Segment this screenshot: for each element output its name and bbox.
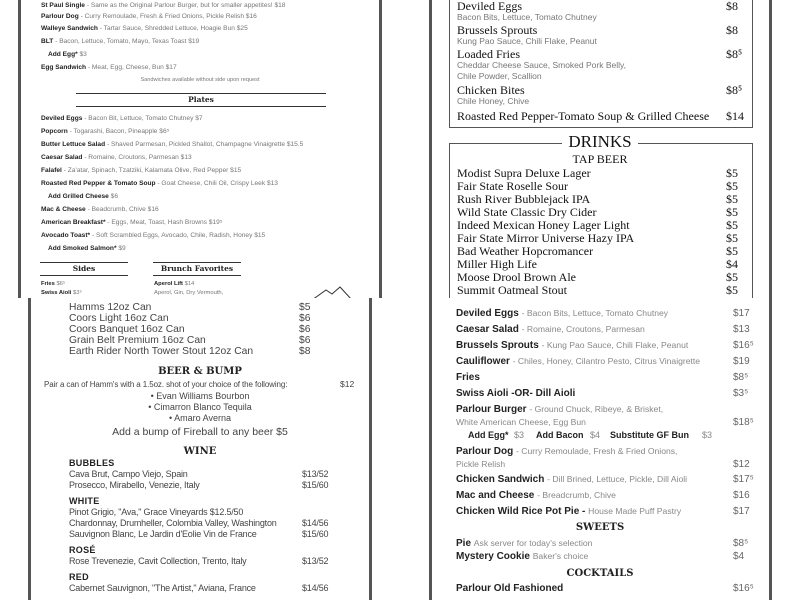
item-price: $13 bbox=[733, 324, 750, 335]
menu-item bbox=[456, 355, 700, 368]
menu-border bbox=[379, 0, 382, 298]
menu-item bbox=[456, 371, 480, 384]
beer-price: $5 bbox=[726, 244, 738, 258]
bump-desc: Pair a can of Hamm's with a 1.5oz. shot of your choice of the following: bbox=[44, 380, 288, 389]
bump-price: $12 bbox=[340, 379, 355, 389]
item-name: Add Smoked Salmon* bbox=[48, 245, 117, 252]
can-price: $6 bbox=[299, 313, 311, 324]
menu-item bbox=[456, 307, 668, 320]
item-name: Swiss Aioli -OR- Dill Aioli bbox=[456, 388, 576, 399]
item-price: $4 bbox=[733, 551, 745, 562]
item-desc: $9 bbox=[118, 245, 126, 252]
addon-price: $3 bbox=[514, 430, 525, 440]
item-desc: Bacon Bits, Lettuce, Tomato Chutney bbox=[457, 12, 597, 22]
fireball-addon: Add a bump of Fireball to any beer $5 bbox=[112, 426, 288, 438]
menu-item bbox=[154, 280, 194, 289]
menu-border bbox=[769, 298, 772, 600]
item-name: Roasted Red Pepper & Tomato Soup bbox=[41, 180, 156, 187]
item-desc: - Tartar Sauce, Shredded Lettuce, Hoagie Bun $25 bbox=[99, 25, 248, 32]
item-desc: White American Cheese, Egg Bun bbox=[456, 417, 586, 427]
food-panel bbox=[400, 298, 800, 600]
menu-item bbox=[41, 205, 159, 214]
item-price: $8⁵ bbox=[733, 372, 749, 383]
item-price: $8⁵ bbox=[726, 47, 743, 61]
item-price: $16⁵ bbox=[733, 340, 754, 351]
item-price: $8⁵ bbox=[726, 83, 743, 97]
item-desc: Kung Pao Sauce, Chili Flake, Peanut bbox=[457, 36, 597, 46]
item-name: Egg Sandwich bbox=[41, 64, 87, 71]
menu-border bbox=[429, 298, 432, 600]
menu-addon bbox=[48, 50, 87, 59]
addon-name: Add Bacon bbox=[536, 430, 584, 440]
menu-item bbox=[41, 179, 278, 188]
menu-item bbox=[456, 339, 688, 352]
beer-price: $5 bbox=[726, 179, 738, 193]
item-price: $12 bbox=[733, 459, 750, 470]
beer-price: $5 bbox=[726, 283, 738, 297]
wine-price: $15/60 bbox=[302, 480, 329, 490]
menu-item bbox=[41, 127, 169, 136]
addon-price: $3 bbox=[702, 430, 713, 440]
wine-category-heading: BUBBLES bbox=[69, 458, 115, 468]
item-desc: - Kung Pao Sauce, Chili Flake, Peanut bbox=[541, 340, 689, 350]
menu-border bbox=[18, 0, 21, 298]
item-name: Mac and Cheese bbox=[456, 490, 535, 501]
wine-price: $13/52 bbox=[302, 556, 329, 566]
item-desc: - Bacon, Lettuce, Tomato, Mayo, Texas Toast $19 bbox=[55, 38, 200, 45]
cocktail-name: Parlour Old Fashioned bbox=[456, 583, 564, 594]
item-name: Popcorn bbox=[41, 128, 68, 135]
item-name: Roasted Red Pepper-Tomato Soup & Grilled Cheese bbox=[457, 109, 710, 123]
item-name: American Breakfast* bbox=[41, 219, 106, 226]
item-desc: - Chiles, Honey, Cilantro Pesto, Citrus Vinaigrette bbox=[512, 356, 701, 366]
item-name: Deviled Eggs bbox=[456, 308, 519, 319]
beer-price: $5 bbox=[726, 166, 738, 180]
beer-name: Indeed Mexican Honey Lager Light bbox=[457, 218, 630, 232]
wine-name: Cava Brut, Campo Viejo, Spain bbox=[69, 469, 188, 479]
item-desc: Chile Powder, Scallion bbox=[457, 71, 542, 81]
bump-option: • Amaro Averna bbox=[168, 413, 232, 423]
beer-name: Modist Supra Deluxe Lager bbox=[457, 166, 591, 180]
wine-price: $14/56 bbox=[302, 583, 329, 593]
menu-item bbox=[41, 12, 257, 21]
item-desc: - Romaine, Croutons, Parmesan bbox=[521, 324, 645, 334]
can-price: $5 bbox=[299, 302, 311, 313]
wine-category-heading: ROSÉ bbox=[69, 545, 96, 555]
item-name: Fries bbox=[41, 281, 55, 287]
beer-price: $5 bbox=[726, 205, 738, 219]
item-desc: - Breadcrumb, Chive bbox=[537, 490, 616, 500]
item-name: Fries bbox=[456, 372, 480, 383]
item-desc: - Bacon Bits, Lettuce, Tomato Chutney bbox=[521, 308, 669, 318]
wine-name: Chardonnay, Drumheller, Colombia Valley, Washington bbox=[69, 518, 277, 528]
menu-item bbox=[41, 218, 223, 227]
item-desc bbox=[154, 289, 223, 298]
item-name: Mac & Cheese bbox=[41, 206, 86, 213]
item-desc: $3 bbox=[79, 51, 87, 58]
item-desc: $6 bbox=[110, 193, 119, 200]
menu-item bbox=[456, 323, 645, 336]
addon-name: Substitute GF Bun bbox=[610, 430, 689, 440]
item-name: Caesar Salad bbox=[456, 324, 519, 335]
item-desc: - Meat, Egg, Cheese, Bun $17 bbox=[87, 64, 177, 71]
menu-item bbox=[456, 387, 575, 400]
wine-heading: WINE bbox=[183, 446, 217, 457]
menu-item bbox=[456, 445, 677, 458]
can-price: $6 bbox=[299, 324, 311, 335]
item-price: $17 bbox=[733, 308, 750, 319]
item-price: $6⁵ bbox=[56, 281, 66, 287]
drinks-heading: DRINKS bbox=[562, 132, 637, 151]
item-desc: - Goat Cheese, Chili Oil, Crispy Leek $13 bbox=[157, 180, 278, 187]
sandwich-note: Sandwiches available without side upon request bbox=[140, 77, 260, 83]
item-price: $17⁵ bbox=[733, 474, 754, 485]
item-desc: - Eggs, Meat, Toast, Hash Browns $19⁵ bbox=[107, 219, 223, 226]
item-name: Chicken Wild Rice Pot Pie - bbox=[456, 506, 586, 517]
menu-item bbox=[41, 140, 303, 149]
can-name: Coors Banquet 16oz Can bbox=[69, 324, 185, 335]
item-name: Avocado Toast* bbox=[41, 232, 91, 239]
item-name: Cauliflower bbox=[456, 356, 510, 367]
item-name: Brussels Sprouts bbox=[456, 340, 539, 351]
item-name: Aperol Lift bbox=[154, 281, 183, 287]
can-price: $6 bbox=[299, 335, 311, 346]
menu-addon bbox=[48, 244, 126, 253]
item-desc: - Curry Remoulade, Fresh & Fried Onions, bbox=[516, 446, 678, 456]
item-name: Parlour Dog bbox=[456, 446, 514, 457]
item-price: $18⁵ bbox=[733, 417, 754, 428]
item-name: Add Grilled Cheese bbox=[48, 193, 109, 200]
drinks-heading-wrap bbox=[400, 132, 800, 152]
item-desc: Baker's choice bbox=[532, 551, 589, 561]
bump-option: • Evan Williams Bourbon bbox=[150, 391, 250, 401]
item-name: Falafel bbox=[41, 167, 62, 174]
beer-bump-heading: BEER & BUMP bbox=[158, 366, 242, 377]
menu-item bbox=[41, 280, 65, 289]
item-price: $8 bbox=[726, 0, 738, 13]
mountain-illustration-icon bbox=[312, 286, 352, 298]
item-desc: Cheddar Cheese Sauce, Smoked Pork Belly, bbox=[457, 60, 626, 70]
sides-heading: Sides bbox=[40, 262, 128, 276]
item-desc: - Beadcrumb, Chive $16 bbox=[87, 206, 159, 213]
item-name: Chicken Sandwich bbox=[456, 474, 545, 485]
wine-name: Cabernet Sauvignon, "The Artist," Aviana, France bbox=[69, 583, 256, 593]
item-name: Pie bbox=[456, 538, 472, 549]
item-desc: - Bacon Bit, Lettuce, Tomato Chutney $7 bbox=[84, 115, 203, 122]
cocktail-price: $16⁵ bbox=[733, 583, 754, 594]
can-name: Coors Light 16oz Can bbox=[69, 313, 169, 324]
item-name: Parlour Dog bbox=[41, 13, 79, 20]
item-price: $19 bbox=[733, 356, 750, 367]
item-desc: - Shaved Parmesan, Pickled Shallot, Champagne Vinaigrette $15.5 bbox=[106, 141, 304, 148]
item-price: $14 bbox=[184, 281, 195, 287]
item-desc: Pickle Relish bbox=[456, 459, 506, 469]
item-desc: - Togarashi, Bacon, Pineapple $6⁵ bbox=[69, 128, 170, 135]
item-desc: - Curry Remoulade, Fresh & Fried Onions, Pickle Relish $16 bbox=[80, 13, 257, 20]
can-name: Grain Belt Premium 16oz Can bbox=[69, 335, 206, 346]
addon-name: Add Egg* bbox=[468, 430, 509, 440]
item-price: $8⁵ bbox=[733, 538, 749, 549]
item-desc: House Made Puff Pastry bbox=[588, 506, 682, 516]
addon-price: $4 bbox=[590, 430, 601, 440]
wine-price: $15/60 bbox=[302, 529, 329, 539]
menu-item bbox=[41, 37, 199, 46]
item-desc: Chile Honey, Chive bbox=[457, 96, 530, 106]
plates-heading: Plates bbox=[76, 93, 326, 107]
beer-price: $5 bbox=[726, 270, 738, 284]
item-name: St Paul Single bbox=[41, 2, 85, 9]
item-desc: Aperol, Gin, Dry Vermouth, bbox=[154, 290, 224, 296]
item-price: $14 bbox=[726, 109, 744, 123]
beer-name: Miller High Life bbox=[457, 257, 537, 271]
item-price: $16 bbox=[733, 490, 750, 501]
item-price: $8 bbox=[726, 23, 738, 37]
brunch-heading: Brunch Favorites bbox=[153, 262, 241, 276]
item-price: $17 bbox=[733, 506, 750, 517]
beer-name: Fair State Roselle Sour bbox=[457, 179, 568, 193]
beer-price: $4 bbox=[726, 257, 738, 271]
wine-name: Pinot Grigio, "Ava," Grace Vineyards $12.5/50 bbox=[69, 507, 244, 517]
item-name: Brussels Sprouts bbox=[457, 23, 538, 37]
item-desc: - Romaine, Croutons, Parmesan $13 bbox=[84, 154, 192, 161]
beer-name: Summit Oatmeal Stout bbox=[457, 283, 567, 297]
menu-item bbox=[41, 231, 265, 240]
wine-category-heading: RED bbox=[69, 572, 89, 582]
item-desc: - Soft Scrambled Eggs, Avocado, Chile, Radish, Honey $15 bbox=[91, 232, 266, 239]
item-name: Loaded Fries bbox=[457, 47, 520, 61]
beer-name: Wild State Classic Dry Cider bbox=[457, 205, 597, 219]
menu-item bbox=[41, 1, 285, 10]
item-price: $3⁵ bbox=[733, 388, 749, 399]
menu-addon bbox=[48, 192, 118, 201]
beer-wine-panel bbox=[0, 298, 400, 600]
wine-name: Prosecco, Mirabello, Venezie, Italy bbox=[69, 480, 200, 490]
item-price: $3⁵ bbox=[73, 290, 82, 296]
menu-item bbox=[41, 24, 248, 33]
bump-option: • Cimarron Blanco Tequila bbox=[148, 402, 252, 412]
menu-item bbox=[456, 505, 681, 518]
wine-price: $14/56 bbox=[302, 518, 329, 528]
beer-name: Rush River Bubblejack IPA bbox=[457, 192, 591, 206]
item-name: Swiss Aioli bbox=[41, 290, 72, 296]
beer-name: Moose Drool Brown Ale bbox=[457, 270, 576, 284]
item-desc: - Dill Brined, Lettuce, Pickle, Dill Aioli bbox=[547, 474, 688, 484]
sweets-heading: SWEETS bbox=[575, 522, 625, 533]
wine-price: $13/52 bbox=[302, 469, 329, 479]
menu-item bbox=[41, 166, 241, 175]
menu-item bbox=[456, 473, 687, 486]
menu-item bbox=[41, 63, 177, 72]
menu-item bbox=[41, 289, 82, 298]
snacks-drinks-panel bbox=[400, 0, 800, 298]
item-name: Butter Lettuce Salad bbox=[41, 141, 106, 148]
item-name: BLT bbox=[41, 38, 54, 45]
beer-price: $5 bbox=[726, 192, 738, 206]
item-name: Walleye Sandwich bbox=[41, 25, 98, 32]
beer-price: $5 bbox=[726, 218, 738, 232]
beer-name: Fair State Mirror Universe Hazy IPA bbox=[457, 231, 635, 245]
menu-item bbox=[456, 489, 616, 502]
can-name: Earth Rider North Tower Stout 12oz Can bbox=[69, 346, 254, 357]
beer-price: $5 bbox=[726, 231, 738, 245]
menu-item bbox=[456, 403, 663, 416]
item-name: Deviled Eggs bbox=[41, 115, 83, 122]
item-desc: - Same as the Original Parlour Burger, but for smaller appetites! $18 bbox=[86, 2, 286, 9]
item-name: Chicken Bites bbox=[457, 83, 525, 97]
wine-name: Sauvignon Blanc, Le Jardin d'Eolie Vin de France bbox=[69, 529, 257, 539]
item-name: Parlour Burger bbox=[456, 404, 527, 415]
item-name: Caesar Salad bbox=[41, 154, 83, 161]
item-desc: Ask server for today's selection bbox=[473, 538, 593, 548]
brunch-menu-panel bbox=[0, 0, 400, 298]
wine-category-heading: WHITE bbox=[69, 496, 100, 506]
can-name: Hamms 12oz Can bbox=[69, 302, 152, 313]
menu-item bbox=[456, 550, 588, 563]
item-desc: - Za'atar, Spinach, Tzatziki, Kalamata Olive, Red Pepper $15 bbox=[63, 167, 242, 174]
menu-item bbox=[41, 114, 203, 123]
cocktails-heading: COCKTAILS bbox=[566, 568, 634, 579]
item-name: Deviled Eggs bbox=[457, 0, 522, 13]
wine-name: Rose Trevenezie, Cavit Collection, Trento, Italy bbox=[69, 556, 247, 566]
menu-item bbox=[456, 537, 592, 550]
item-desc: - Ground Chuck, Ribeye, & Brisket, bbox=[529, 404, 664, 414]
tap-beer-heading: TAP BEER bbox=[572, 152, 628, 166]
item-name: Add Egg* bbox=[48, 51, 78, 58]
can-price: $8 bbox=[299, 346, 311, 357]
beer-name: Bad Weather Hopcromancer bbox=[457, 244, 594, 258]
menu-item bbox=[41, 153, 192, 162]
item-name: Mystery Cookie bbox=[456, 551, 530, 562]
